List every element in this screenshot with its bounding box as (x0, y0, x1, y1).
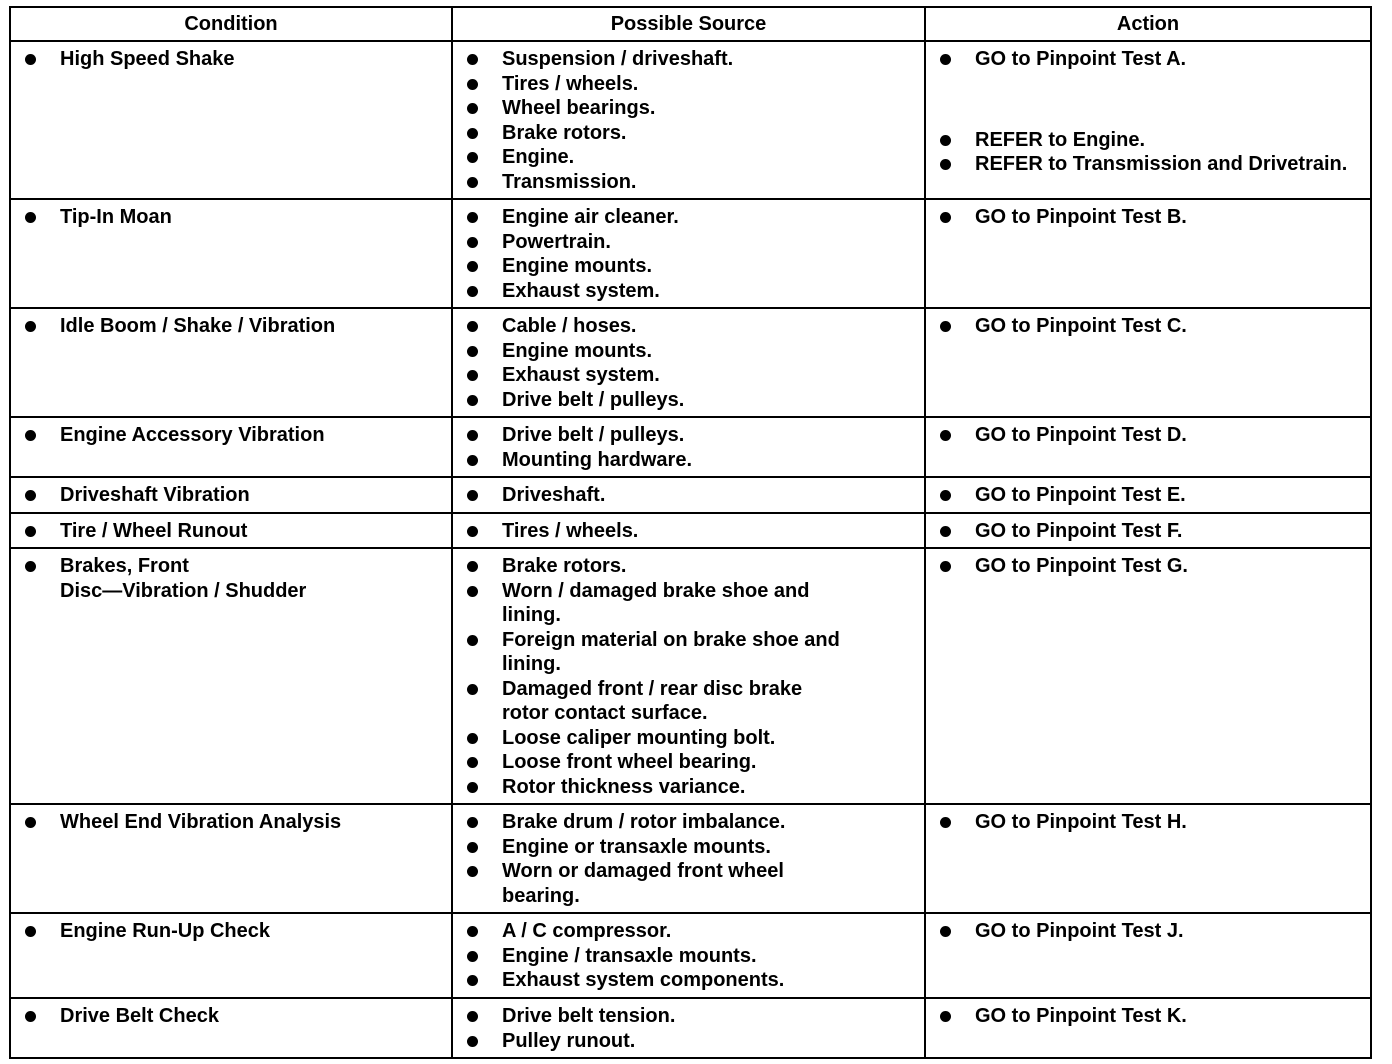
action-text: GO to Pinpoint Test C. (975, 315, 1187, 337)
bullet-icon (467, 430, 478, 441)
action-cell (925, 513, 1371, 549)
action-text: GO to Pinpoint Test A. (975, 48, 1187, 70)
bullet-icon (25, 1011, 36, 1022)
header-row (10, 7, 1371, 41)
bullet-icon (940, 135, 951, 146)
action-item (938, 1004, 1366, 1029)
bullet-icon (467, 54, 478, 65)
header-condition: Condition (10, 7, 452, 41)
source-item (465, 775, 920, 800)
source-text: Engine or transaxle mounts. (502, 835, 771, 858)
action-cell (925, 41, 1371, 199)
condition-cell (10, 513, 452, 549)
condition-item (23, 205, 447, 230)
source-cell (452, 417, 925, 477)
table-row (10, 548, 1371, 804)
bullet-icon (467, 733, 478, 744)
action-cell (925, 417, 1371, 477)
diagnosis-table (9, 6, 1372, 1059)
source-text: Transmission. (502, 170, 637, 193)
source-text: Exhaust system components. (502, 969, 785, 991)
bullet-icon (25, 212, 36, 223)
source-text: Foreign material on brake shoe and lining. (502, 628, 840, 675)
condition-item (23, 1004, 447, 1029)
bullet-icon (467, 1036, 478, 1047)
source-item (465, 628, 920, 677)
source-cell (452, 913, 925, 998)
condition-cell (10, 804, 452, 913)
source-item (465, 835, 920, 860)
action-text: GO to Pinpoint Test B. (975, 206, 1187, 228)
source-text: Brake rotors. (502, 121, 627, 144)
action-item (938, 128, 1366, 153)
source-text: Worn or damaged front wheel bearing. (502, 860, 784, 907)
table-row (10, 199, 1371, 308)
condition-text: Wheel End Vibration Analysis (60, 811, 342, 833)
condition-text: Tip-In Moan (60, 206, 172, 228)
bullet-icon (940, 526, 951, 537)
source-text: Tires / wheels. (502, 72, 639, 95)
bullet-icon (467, 866, 478, 877)
bullet-icon (467, 321, 478, 332)
bullet-icon (940, 561, 951, 572)
condition-text: Brakes, Front (60, 555, 189, 577)
source-text: Driveshaft. (502, 484, 606, 506)
condition-item (23, 483, 447, 508)
condition-text: Driveshaft Vibration (60, 484, 250, 506)
source-cell (452, 513, 925, 549)
bullet-icon (467, 346, 478, 357)
bullet-icon (467, 177, 478, 188)
condition-cell (10, 477, 452, 513)
table-row (10, 998, 1371, 1058)
action-text: GO to Pinpoint Test J. (975, 920, 1184, 942)
bullet-icon (467, 490, 478, 501)
source-item (465, 750, 920, 775)
source-text: Pulley runout. (502, 1029, 636, 1052)
bullet-icon (467, 395, 478, 406)
bullet-icon (25, 926, 36, 937)
condition-item (23, 919, 447, 944)
action-item (938, 554, 1366, 579)
action-cell (925, 913, 1371, 998)
source-text: Brake drum / rotor imbalance. (502, 811, 786, 833)
action-item (938, 314, 1366, 339)
action-item (938, 919, 1366, 944)
source-item (465, 579, 920, 628)
condition-cell (10, 308, 452, 417)
source-item (465, 423, 920, 448)
bullet-icon (467, 782, 478, 793)
source-text: Cable / hoses. (502, 315, 637, 337)
source-item (465, 1004, 920, 1029)
table-row (10, 417, 1371, 477)
action-text: GO to Pinpoint Test G. (975, 555, 1188, 577)
bullet-icon (25, 430, 36, 441)
table-row (10, 913, 1371, 998)
bullet-icon (467, 817, 478, 828)
condition-item (23, 519, 447, 544)
source-item (465, 363, 920, 388)
bullet-icon (940, 54, 951, 65)
bullet-icon (467, 79, 478, 90)
bullet-icon (467, 286, 478, 297)
action-cell (925, 998, 1371, 1058)
action-item (938, 810, 1366, 835)
source-item (465, 170, 920, 195)
bullet-icon (467, 926, 478, 937)
bullet-icon (25, 817, 36, 828)
action-text: GO to Pinpoint Test E. (975, 484, 1186, 506)
action-item (938, 519, 1366, 544)
source-item (465, 230, 920, 255)
source-item (465, 1029, 920, 1054)
source-cell (452, 548, 925, 804)
source-cell (452, 998, 925, 1058)
source-text: Engine mounts. (502, 255, 652, 277)
condition-item (23, 47, 447, 72)
action-cell (925, 804, 1371, 913)
source-cell (452, 804, 925, 913)
bullet-icon (467, 152, 478, 163)
source-text: Mounting hardware. (502, 448, 692, 471)
bullet-icon (467, 1011, 478, 1022)
condition-text: Engine Run-Up Check (60, 920, 271, 942)
source-text: Engine mounts. (502, 339, 652, 362)
bullet-icon (940, 159, 951, 170)
action-item (938, 205, 1366, 230)
source-item (465, 448, 920, 473)
bullet-icon (467, 561, 478, 572)
bullet-icon (467, 237, 478, 248)
source-cell (452, 308, 925, 417)
bullet-icon (467, 975, 478, 986)
source-cell (452, 199, 925, 308)
condition-cell (10, 41, 452, 199)
action-item (938, 483, 1366, 508)
bullet-icon (25, 561, 36, 572)
bullet-icon (940, 926, 951, 937)
table-row (10, 513, 1371, 549)
source-text: Loose front wheel bearing. (502, 751, 757, 773)
action-item (938, 47, 1366, 72)
table-row (10, 308, 1371, 417)
source-text: Engine / transaxle mounts. (502, 944, 757, 967)
source-text: Worn / damaged brake shoe and lining. (502, 579, 810, 626)
condition-cell (10, 548, 452, 804)
action-item (938, 423, 1366, 448)
source-text: Powertrain. (502, 230, 611, 253)
source-item (465, 677, 920, 726)
source-item (465, 483, 920, 508)
source-cell (452, 477, 925, 513)
bullet-icon (940, 490, 951, 501)
source-text: Tires / wheels. (502, 519, 639, 542)
bullet-icon (467, 586, 478, 597)
bullet-icon (467, 526, 478, 537)
condition-item (23, 554, 447, 603)
condition-item (23, 810, 447, 835)
bullet-icon (467, 842, 478, 853)
action-item (938, 152, 1366, 177)
source-text: Exhaust system. (502, 364, 660, 386)
bullet-icon (25, 54, 36, 65)
bullet-icon (940, 430, 951, 441)
source-text: Brake rotors. (502, 555, 627, 577)
bullet-icon (467, 261, 478, 272)
source-item (465, 810, 920, 835)
source-text: Drive belt tension. (502, 1005, 676, 1027)
bullet-icon (467, 757, 478, 768)
bullet-icon (467, 128, 478, 139)
bullet-icon (467, 951, 478, 962)
action-text: REFER to Transmission and Drivetrain. (975, 153, 1348, 175)
source-item (465, 72, 920, 97)
source-item (465, 96, 920, 121)
action-cell (925, 477, 1371, 513)
source-text: Drive belt / pulleys. (502, 388, 685, 411)
bullet-icon (25, 321, 36, 332)
condition-text: Drive Belt Check (60, 1005, 219, 1027)
bullet-icon (25, 490, 36, 501)
action-text: GO to Pinpoint Test K. (975, 1005, 1187, 1027)
source-item (465, 919, 920, 944)
action-text: GO to Pinpoint Test D. (975, 424, 1187, 446)
condition-item (23, 423, 447, 448)
source-text: Engine air cleaner. (502, 206, 679, 228)
source-text: Wheel bearings. (502, 97, 656, 119)
source-item (465, 254, 920, 279)
source-text: Loose caliper mounting bolt. (502, 726, 776, 749)
table-row (10, 477, 1371, 513)
source-item (465, 519, 920, 544)
bullet-icon (940, 212, 951, 223)
bullet-icon (467, 635, 478, 646)
source-item (465, 859, 920, 908)
source-item (465, 279, 920, 304)
table-row (10, 41, 1371, 199)
bullet-icon (940, 1011, 951, 1022)
bullet-icon (467, 370, 478, 381)
action-cell (925, 548, 1371, 804)
bullet-icon (467, 684, 478, 695)
bullet-icon (467, 212, 478, 223)
source-text: Drive belt / pulleys. (502, 424, 685, 446)
bullet-icon (467, 103, 478, 114)
header-possible-source: Possible Source (452, 7, 925, 41)
source-item (465, 726, 920, 751)
source-item (465, 47, 920, 72)
table-row (10, 804, 1371, 913)
condition-text: High Speed Shake (60, 48, 235, 70)
condition-text: Idle Boom / Shake / Vibration (60, 315, 336, 337)
bullet-icon (25, 526, 36, 537)
condition-cell (10, 998, 452, 1058)
action-cell (925, 199, 1371, 308)
source-item (465, 145, 920, 170)
condition-item (23, 314, 447, 339)
condition-cell (10, 199, 452, 308)
source-item (465, 314, 920, 339)
bullet-icon (940, 817, 951, 828)
source-text: Damaged front / rear disc brake rotor contact surface. (502, 677, 803, 724)
source-item (465, 968, 920, 993)
condition-cell (10, 417, 452, 477)
source-item (465, 388, 920, 413)
condition-cell (10, 913, 452, 998)
condition-text: Tire / Wheel Runout (60, 519, 248, 542)
action-text: GO to Pinpoint Test F. (975, 519, 1183, 542)
condition-text-line2: Disc—Vibration / Shudder (60, 579, 307, 602)
action-text: REFER to Engine. (975, 128, 1145, 151)
source-item (465, 205, 920, 230)
source-item (465, 339, 920, 364)
source-cell (452, 41, 925, 199)
source-text: Engine. (502, 146, 575, 168)
action-text: GO to Pinpoint Test H. (975, 811, 1187, 833)
header-action: Action (925, 7, 1371, 41)
bullet-icon (467, 455, 478, 466)
source-text: Rotor thickness variance. (502, 775, 746, 798)
source-item (465, 944, 920, 969)
source-item (465, 121, 920, 146)
condition-text: Engine Accessory Vibration (60, 424, 325, 446)
bullet-icon (940, 321, 951, 332)
source-text: Exhaust system. (502, 279, 660, 302)
source-text: A / C compressor. (502, 920, 672, 942)
source-item (465, 554, 920, 579)
action-cell (925, 308, 1371, 417)
source-text: Suspension / driveshaft. (502, 48, 734, 70)
